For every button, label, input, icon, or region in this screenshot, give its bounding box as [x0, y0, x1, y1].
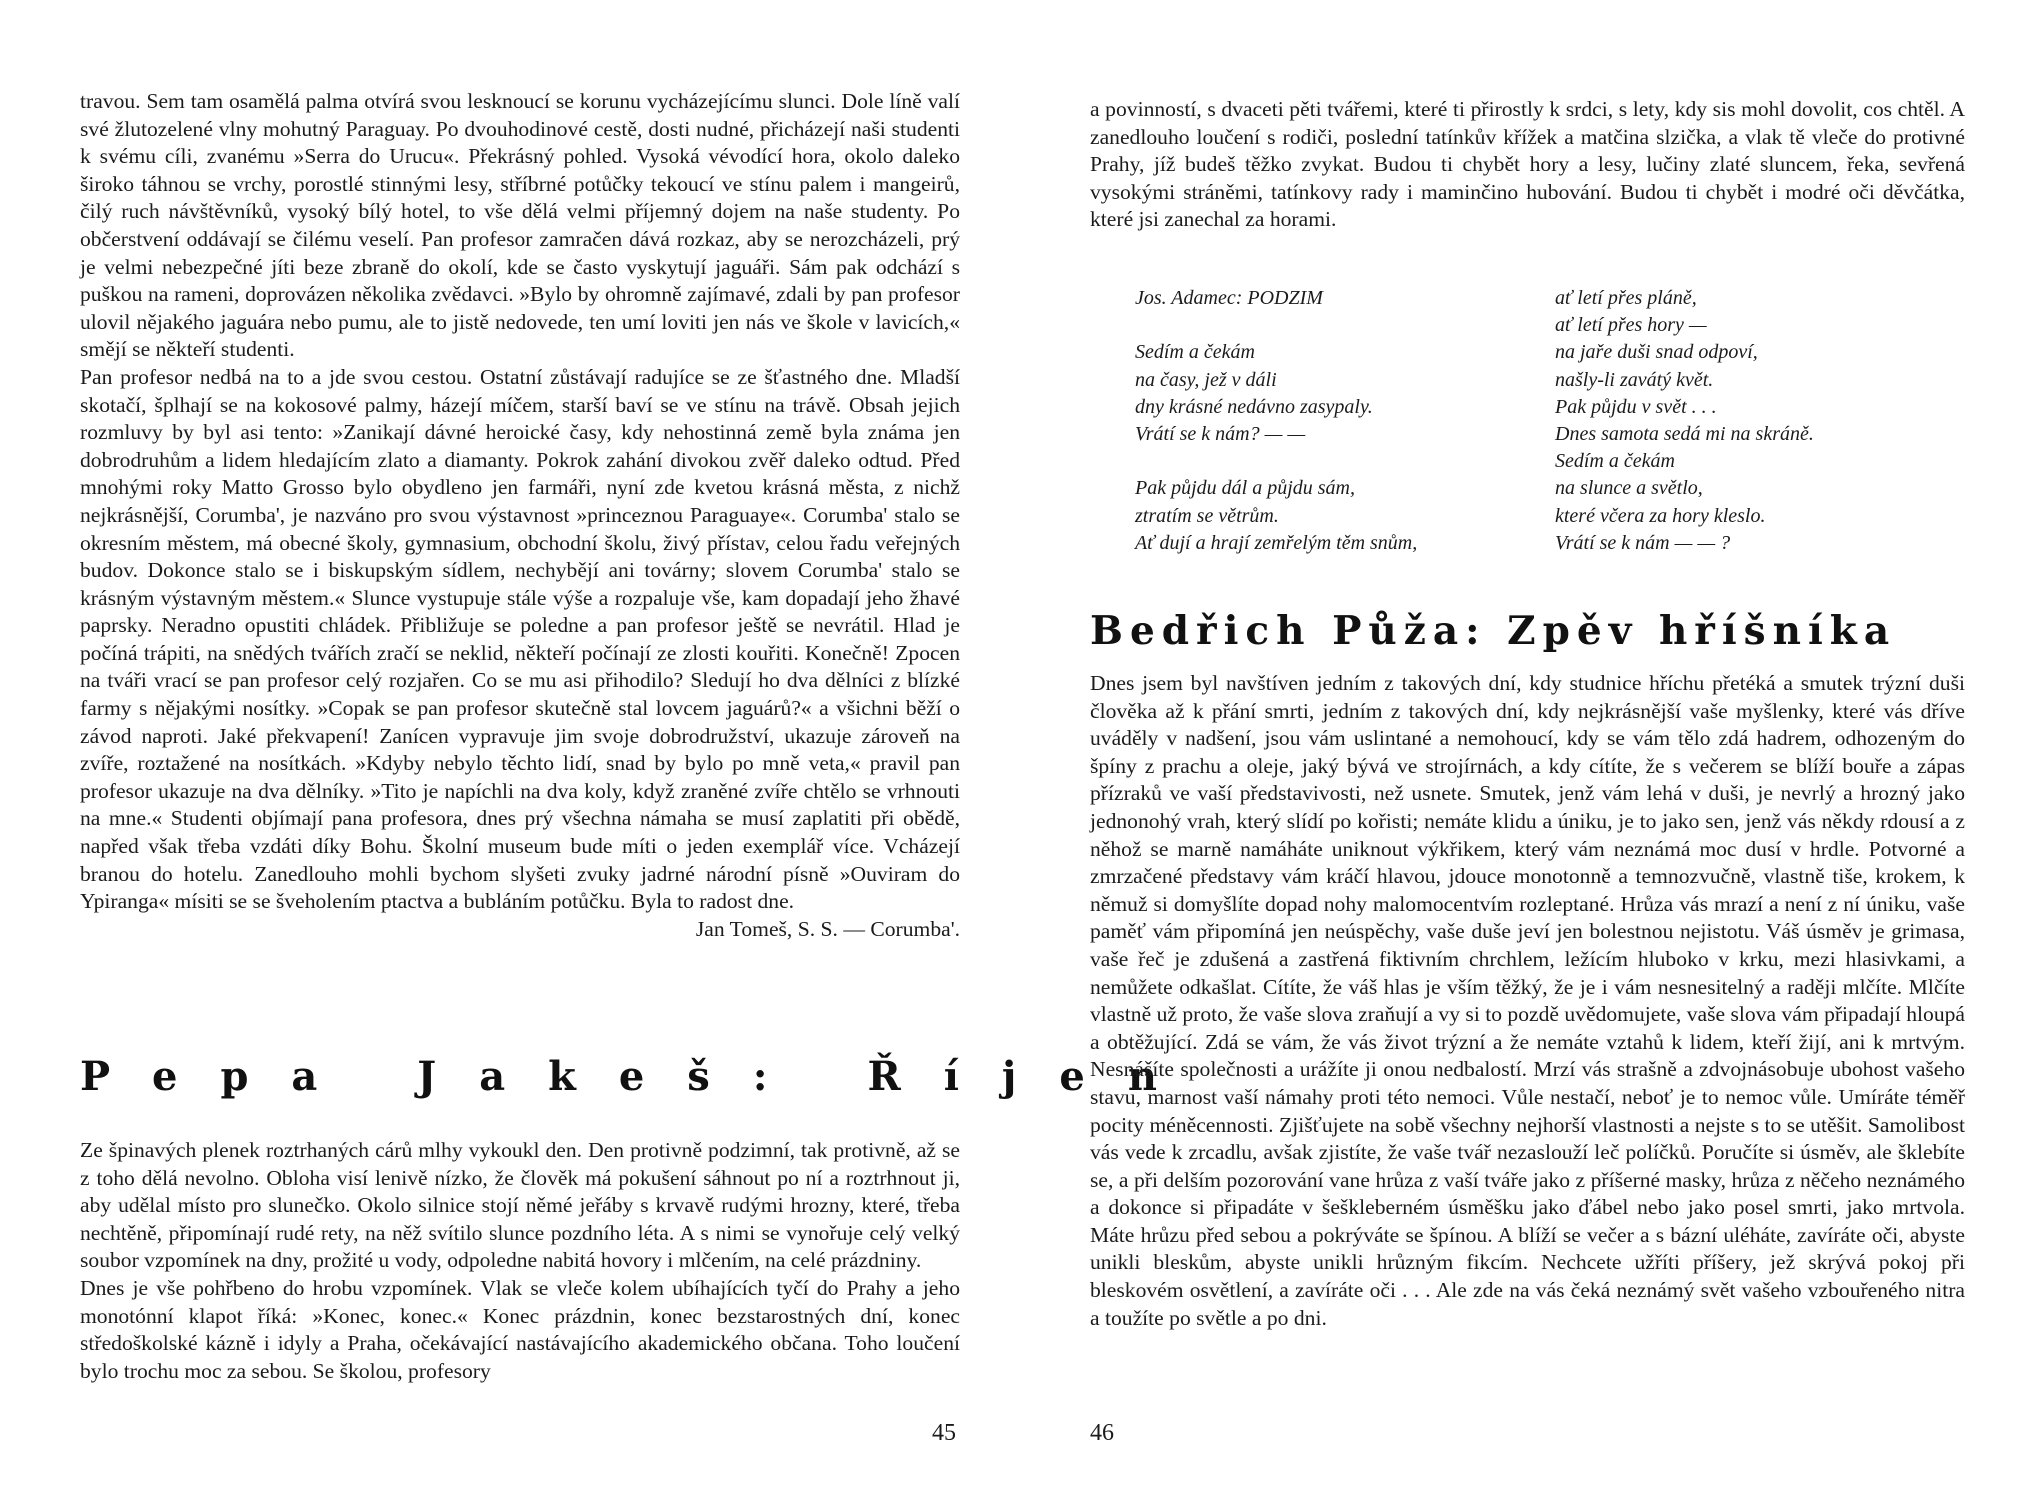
article-heading-rijen: Pepa Jakeš: Říjen — [80, 1053, 1200, 1100]
poem-line: Jos. Adamec: PODZIM — [1135, 287, 1323, 309]
poem-line: Vrátí se k nám? — — — [1135, 423, 1306, 445]
poem-line: Pak půjdu dál a půjdu sám, — [1135, 477, 1355, 500]
right-text-block — [1090, 96, 1965, 234]
poem-podzim — [1135, 285, 1955, 557]
poem-line: dny krásné nedávno zasypaly. — [1135, 395, 1373, 418]
poem-line: na slunce a světlo, — [1555, 477, 1703, 500]
left-article-body — [80, 1137, 960, 1385]
poem-column-1 — [1135, 285, 1535, 557]
left-paragraph-2: Pan profesor nedbá na to a jde svou cestou. Ostatní zůstávají radujíce se ze šťastného dne. Mladší skotačí, šplhají se na kokosové palmy, házejí míčem, starší baví se ve stínu na trávě. Obsah jejich rozmluvy by byl asi tento: »Zanikají dávné heroické časy, kdy nehostinná země byla známa jen dobrodruhům a lidem hledajícím zlato a diamanty. Pokrok zahání divokou zvěř daleko odtud. Před mnohými roky Matto Grosso bylo obydleno jen farmáři, nyní zde kvetou krásná města, z nichž nejkrásnější, Corumba', je nazváno pro svou výstavnost »princeznou Paraguaye«. Corumba' stalo se okresním městem, má obecné školy, gymnasium, obchodní školu, živý přístav, celou řadu veřejných budov. Dokonce stalo se i biskupským sídlem, nechybějí ani továrny; slovem Corumba' stalo se krásným výstavným městem.« Slunce vystupuje stále výše a rozpaluje vše, kam dopadají jeho žhavé paprsky. Neradno opustiti chládek. Přibližuje se poledne a pan profesor ještě se nevrátil. Hlad je počíná trápiti, na snědých tvářích zračí se neklid, někteří počínají ze zlosti kouřiti. Konečně! Zpocen na tváři vrací se pan profesor celý rozjařen. Co se mu asi přihodilo? Sledují ho dva dělníci z blízké farmy s nějakými nosítky. »Copak se pan profesor skutečně stal lovcem jaguárů?« a všichni běží o závod naproti. Jaké překvapení! Zanícen vypravuje jim svoje dobrodružství, ukazuje zároveň na zvíře, roztažené na nosítkách. »Kdyby nebylo těchto lidí, snad by bylo po mně veta,« pravil pan profesor ukazuje na dva dělníky. »Tito je napíchli na dva koly, když zraněné zvíře chtělo se vrhnouti na mne.« Studenti objímají pana profesora, dnes prý všechna námaha se musí zaplatiti při obědě, napřed však třeba vzdáti díky Bohu. Školní museum bude míti o jeden exemplář více. Vcházejí branou do hotelu. Zanedlouho mohli bychom slyšeti zvuky jadrné národní písně »Ouviram do Ypiranga« mísiti se se šveholením ptactva a bubláním potůčku. Byla to radost dne. — [80, 364, 960, 914]
poem-line: Sedím a čekám — [1555, 450, 1675, 473]
poem-line: ať letí přes hory — — [1555, 314, 1707, 337]
right-paragraph-1: a povinností, s dvaceti pěti tvářemi, které ti přirostly k srdci, s lety, kdy sis mohl dovolit, cos chtěl. A zanedlouho loučení s rodiči, poslední tatínkův křížek a matčina slzička, a vlak tě vleče do protivné Prahy, jíž budeš těžko zvykat. Budou ti chybět hory a lesy, lučiny zlaté sluncem, řeka, sevřená vysokými stráněmi, tatínkovy rady i maminčino hubování. Budou ti chybět i modré oči děvčátka, které jsi zanechal za horami. — [1090, 97, 1965, 232]
left-text-block — [80, 88, 960, 943]
left-paragraph-4: Dnes je vše pohřbeno do hrobu vzpomínek. Vlak se vleče kolem ubíhajících tyčí do Prahy a jeho monotónní klapot říká: »Konec, konec.« Konec prázdnin, konec bezstarostných dní, konec středoškolské kázně i idyly a Praha, očekávající nastávajícího akademického občana. Toho loučení bylo trochu moc za sebou. Se školou, profesory — [80, 1275, 960, 1383]
poem-column-2 — [1555, 285, 1955, 557]
left-paragraph-1: travou. Sem tam osamělá palma otvírá svou lesknoucí se korunu vycházejícímu slunci. Dole líně valí své žlutozelené vlny mohutný Paraguay. Po dvouhodinové cestě, dosti nudné, přicházejí naši studenti k svému cíli, zvanému »Serra do Urucu«. Překrásný pohled. Vysoká vévodící hora, okolo daleko široko táhnou se vrchy, porostlé stinnými lesy, stříbrné potůčky tekoucí ve stínu palem i mangeirů, čilý ruch návštěvníků, vysoký bílý hotel, to vše dělá velmi příjemný dojem na naše studenty. Po občerstvení oddávají se čilému veselí. Pan profesor zamračen dává rozkaz, aby se nerozcházeli, prý je velmi nebezpečné jíti beze zbraně do okolí, kde se často vyskytují jaguáři. Sám pak odchází s puškou na rameni, doprovázen několika zvědavci. »Bylo by ohromně zajímavé, zdali by pan profesor ulovil nějakého jaguára nebo pumu, ale to jistě nedovede, ten umí loviti jen nás ve škole v lavicích,« smějí se někteří studenti. — [80, 89, 960, 362]
poem-line — [1135, 448, 1535, 475]
poem-line: Vrátí se k nám — — ? — [1555, 531, 1731, 554]
author-signature: Jan Tomeš, S. S. — Corumba'. — [695, 916, 960, 941]
poem-line — [1135, 312, 1535, 339]
right-paragraph-2: Dnes jsem byl navštíven jedním z takových dní, kdy studnice hříchu přetéká a smutek trýzní duši člověka až k přání smrti, jedním z takových dní, kdy nejkrásnější vaše myšlenky, které vás dříve uváděly v nadšení, jsou vám uslintané a nemohoucí, kdy se vám tělo zdá hadrem, odhozeným do špíny z prachu a oleje, jaký bývá ve strojírnách, a kdy cítíte, že s večerem se blíží bouře a zápas přízraků ve vaší představivosti, než usnete. Smutek, jenž vám lehá v duši, je nevrlý a hrozný jako jednonohý vrah, který slídí po kořisti; nemáte klidu a úniku, je to jako sen, jenž vás někdy rdousí a z něhož se marně namáháte uniknout výkřikem, který vám neznámá moc dusí v hrdle. Potvorné a zmrzačené představy vám kráčí hlavou, jdouce monotonně a temnozvučně, vlastně tiše, krokem, k němuž si domyšlíte dopad nohy malomocentvím rozleptané. Hrůza vás mrazí a není z ní úniku, vaše paměť vám připomíná jen neúspěchy, vaše duše jeví jen bolestnou nejistotu. Váš úsměv je grimasa, vaše řeč je zdušená a zastřená fiktivním chrchlem, ležícím hluboko v krku, mezi hlasivkami, a nemůžete odkašlat. Cítíte, že váš hlas je vším těžký, že je i vám nesnesitelný a raději mlčíte. Mlčíte vlastně už proto, že vaše slova zraňují a vy si to pozdě uvědomujete, vaše slova vám připadají hloupá a obtěžující. Zdá se vám, že vás život trýzní a že nemáte vztahů k lidem, kteří žijí, ani k mrtvým. Nesnášíte společnosti a urážíte ji onou nedbalostí. Mrzí vás strašně a zdvojnásobuje ubohost vašeho stavu, marnost vaší námahy proti této nemoci. Vůle nestačí, neboť je to nemoc vůle. Umíráte téměř pocity méněcennosti. Zjišťujete na sobě všechny nejhorší vlastnosti a nejste s to se utěšit. Samolibost vás vede k zrcadlu, avšak zjistíte, že vaše tvář nezaslouží leč políčků. Poručíte si úsměv, ale šklebíte se, a při delším pozorování vane hrůza z vaší tváře jako z příšerné masky, hrůza z něčeho neznámého a dokonce si připadáte v šeškleberném úsměšku jako ďábel nebo jako posel smrti, jako mrtvola. Máte hrůzu před sebou a pokrýváte se špínou. A blíží se večer a s bázní uléháte, zavíráte oči, abyste unikli bleskům, abyste unikli hrůzným fikcím. Nechcete užříti příšery, jež skrývá pokoj při bleskovém osvětlení, a zavíráte oči . . . Ale zde na vás čeká neznámý svět vašeho vzbouřeného nitra a toužíte po světle a po dni. — [1090, 671, 1965, 1330]
poem-line: Pak půjdu v svět . . . — [1555, 395, 1717, 418]
article-heading-zpev-hrisnika: Bedřich Půža: Zpěv hříšníka — [1090, 608, 1897, 654]
right-page — [1090, 0, 1965, 1500]
poem-line: které včera za hory kleslo. — [1555, 504, 1766, 527]
poem-line: ať letí přes pláně, — [1555, 287, 1697, 309]
poem-line: Ať dují a hrají zemřelým těm snům, — [1135, 531, 1418, 554]
poem-line: na časy, jež v dáli — [1135, 368, 1277, 391]
poem-line: ztratím se větrům. — [1135, 504, 1279, 527]
poem-line: na jaře duši snad odpoví, — [1555, 341, 1758, 364]
poem-line: Sedím a čekám — [1135, 341, 1255, 364]
left-paragraph-3: Ze špinavých plenek roztrhaných cárů mlhy vykoukl den. Den protivně podzimní, tak protivně, až se z toho dělá nevolno. Obloha visí lenivě nízko, že člověk má pokušení sáhnout po ní a roztrhnout ji, aby udělal místo pro slunečko. Okolo silnice stojí němé jeřáby s krvavě rudými hrozny, které, třeba nechtěně, připomínají rudé rety, na něž svítilo slunce pozdního léta. A s nimi se vynořuje celý velký soubor vzpomínek na dny, prožité u vody, odpoledne nabitá hovory i mlčením, na celé prázdniny. — [80, 1138, 960, 1273]
poem-line: našly-li zavátý květ. — [1555, 368, 1714, 391]
page-number: 45 — [932, 1420, 956, 1446]
right-article-body — [1090, 670, 1965, 1332]
poem-line: Dnes samota sedá mi na skráně. — [1555, 423, 1814, 446]
page-number: 46 — [1090, 1420, 1114, 1446]
